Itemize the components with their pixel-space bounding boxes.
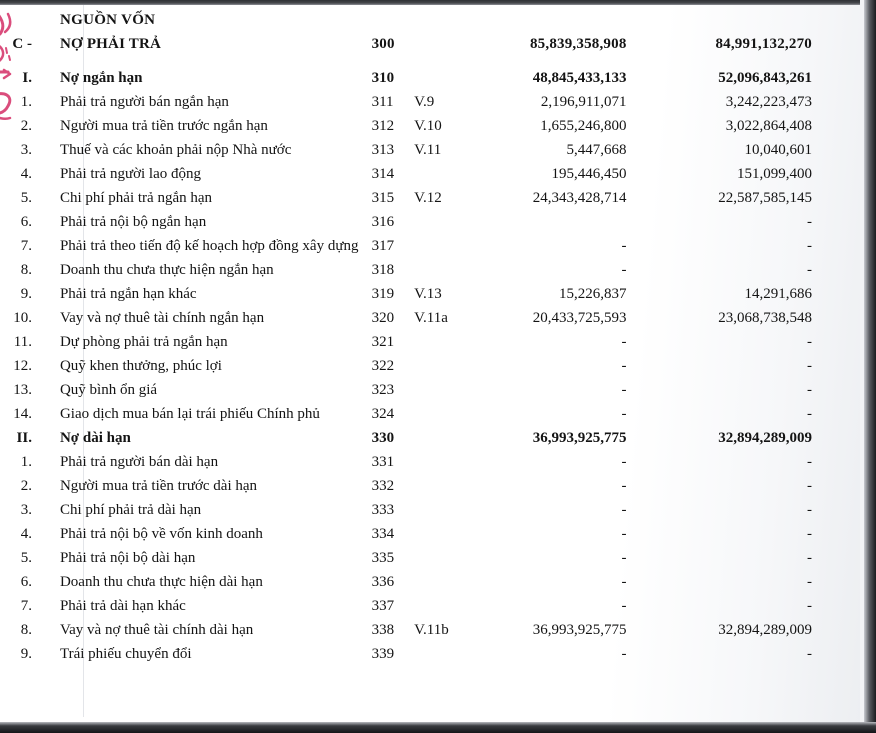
row-index xyxy=(0,8,42,32)
row-code: 322 xyxy=(371,358,395,374)
row-code xyxy=(372,8,415,32)
table-row xyxy=(0,474,864,498)
row-note-ref: V.11b xyxy=(414,622,449,638)
table-row xyxy=(0,210,864,234)
row-value-previous: - xyxy=(807,646,812,662)
row-value-current xyxy=(467,210,652,234)
table-body xyxy=(0,8,864,666)
row-note-ref xyxy=(414,522,467,546)
table-row xyxy=(0,378,864,402)
row-label: Phải trả người bán ngắn hạn xyxy=(59,94,229,110)
scan-edge-bottom xyxy=(0,722,876,733)
row-label: Thuế và các khoản phải nộp Nhà nước xyxy=(59,142,292,158)
table-row xyxy=(0,354,864,378)
row-code: 338 xyxy=(371,622,395,638)
row-code: 311 xyxy=(371,94,394,110)
row-label: Phải trả nội bộ dài hạn xyxy=(59,550,196,566)
row-value-current: - xyxy=(621,406,627,422)
row-index: 2. xyxy=(20,478,32,494)
row-value-current: - xyxy=(621,238,627,254)
row-index: 12. xyxy=(13,358,32,374)
row-value-current: 195,446,450 xyxy=(551,166,627,182)
row-value-current: - xyxy=(621,646,627,662)
row-index: 9. xyxy=(20,286,32,302)
row-value-previous: 32,894,289,009 xyxy=(718,622,812,638)
row-value-previous: 14,291,686 xyxy=(744,286,812,302)
row-label: NGUỒN VỐN xyxy=(59,12,156,28)
row-index: II. xyxy=(16,430,32,446)
row-code: 335 xyxy=(371,550,395,566)
row-note-ref xyxy=(414,258,467,282)
table-row xyxy=(0,594,864,618)
row-value-previous: - xyxy=(807,358,812,374)
row-index: 7. xyxy=(20,238,32,254)
table-row xyxy=(0,330,864,354)
row-note-ref xyxy=(414,56,467,90)
row-label: Chi phí phải trả dài hạn xyxy=(59,502,202,518)
row-value-previous: - xyxy=(807,526,812,542)
table-row xyxy=(0,642,864,666)
row-index: 9. xyxy=(20,646,32,662)
row-index: 7. xyxy=(20,598,32,614)
row-note-ref xyxy=(414,546,467,570)
scan-edge-top xyxy=(0,0,876,5)
row-value-current: - xyxy=(621,478,627,494)
row-label: Nợ dài hạn xyxy=(59,430,131,446)
row-index: 6. xyxy=(20,214,32,230)
row-note-ref xyxy=(414,570,467,594)
row-value-current: 85,839,358,908 xyxy=(529,36,627,52)
row-note-ref xyxy=(414,210,467,234)
row-value-previous: - xyxy=(807,214,812,230)
row-note-ref xyxy=(414,32,467,56)
row-note-ref: V.12 xyxy=(414,190,442,206)
row-value-current: 24,343,428,714 xyxy=(532,190,627,206)
row-value-current: - xyxy=(621,382,627,398)
row-note-ref xyxy=(414,234,467,258)
row-index: 8. xyxy=(20,262,32,278)
row-value-current: - xyxy=(621,262,627,278)
row-label: Chi phí phải trả ngắn hạn xyxy=(59,190,213,206)
row-value-current: 15,226,837 xyxy=(559,286,627,302)
row-note-ref: V.11 xyxy=(414,142,442,158)
row-label: NỢ PHẢI TRẢ xyxy=(59,36,162,52)
table-row xyxy=(0,426,864,450)
row-code: 333 xyxy=(371,502,395,518)
row-index: 14. xyxy=(13,406,32,422)
table-row xyxy=(0,138,864,162)
row-code: 323 xyxy=(371,382,395,398)
row-value-previous: - xyxy=(807,598,812,614)
table-row xyxy=(0,56,864,90)
row-label: Giao dịch mua bán lại trái phiếu Chính phủ xyxy=(59,406,320,422)
row-code: 337 xyxy=(371,598,395,614)
row-code: 336 xyxy=(371,574,395,590)
row-value-current: - xyxy=(621,454,627,470)
row-note-ref: V.9 xyxy=(414,94,435,110)
row-code: 321 xyxy=(371,334,395,350)
row-index: 3. xyxy=(20,502,32,518)
row-label: Phải trả người lao động xyxy=(59,166,202,182)
table-row xyxy=(0,450,864,474)
row-value-previous: 3,022,864,408 xyxy=(725,118,812,134)
row-code: 319 xyxy=(371,286,395,302)
row-value-previous: 84,991,132,270 xyxy=(715,36,812,52)
row-value-previous: - xyxy=(807,454,812,470)
table-row xyxy=(0,402,864,426)
row-value-previous: - xyxy=(807,238,812,254)
row-value-current: - xyxy=(621,502,627,518)
row-index: 3. xyxy=(20,142,32,158)
row-value-current xyxy=(467,8,652,32)
row-index: 6. xyxy=(20,574,32,590)
row-value-previous: - xyxy=(807,550,812,566)
table-row xyxy=(0,618,864,642)
row-code: 317 xyxy=(371,238,395,254)
table-row xyxy=(0,522,864,546)
row-value-previous: 22,587,585,145 xyxy=(718,190,812,206)
row-index: 10. xyxy=(13,310,32,326)
row-label: Vay và nợ thuê tài chính ngắn hạn xyxy=(59,310,265,326)
row-note-ref: V.10 xyxy=(414,118,442,134)
table-row xyxy=(0,8,864,32)
row-code: 324 xyxy=(371,406,395,422)
row-value-previous: 23,068,738,548 xyxy=(718,310,812,326)
row-value-current: 36,993,925,775 xyxy=(532,430,627,446)
row-index: C - xyxy=(12,36,32,52)
table-row xyxy=(0,570,864,594)
table-row xyxy=(0,258,864,282)
row-value-current: 48,845,433,133 xyxy=(532,70,627,86)
row-code: 320 xyxy=(371,310,395,326)
row-code: 330 xyxy=(371,430,395,446)
row-code: 332 xyxy=(371,478,395,494)
row-index: 11. xyxy=(13,334,32,350)
row-label: Trái phiếu chuyển đổi xyxy=(59,646,192,662)
row-code: 316 xyxy=(371,214,395,230)
row-index: 1. xyxy=(20,94,32,110)
row-label: Người mua trả tiền trước ngắn hạn xyxy=(59,118,268,134)
row-value-previous: 10,040,601 xyxy=(744,142,812,158)
row-label: Phải trả nội bộ về vốn kinh doanh xyxy=(59,526,263,542)
row-label: Quỹ bình ổn giá xyxy=(59,382,158,398)
row-index: 8. xyxy=(20,622,32,638)
table-row xyxy=(0,162,864,186)
row-code: 334 xyxy=(371,526,395,542)
row-value-current: 5,447,668 xyxy=(566,142,627,158)
row-code: 331 xyxy=(371,454,395,470)
row-note-ref xyxy=(414,8,467,32)
row-value-previous: 52,096,843,261 xyxy=(718,70,812,86)
row-value-previous: - xyxy=(807,406,812,422)
row-label: Nợ ngắn hạn xyxy=(59,70,143,86)
row-label: Dự phòng phải trả ngắn hạn xyxy=(59,334,228,350)
row-label: Doanh thu chưa thực hiện ngắn hạn xyxy=(59,262,274,278)
row-index: 4. xyxy=(20,526,32,542)
row-value-current: 2,196,911,071 xyxy=(540,94,627,110)
row-value-current: 20,433,725,593 xyxy=(532,310,627,326)
row-value-current: - xyxy=(621,526,627,542)
table-row xyxy=(0,282,864,306)
row-note-ref xyxy=(414,354,467,378)
row-value-previous: - xyxy=(807,478,812,494)
row-value-current: 36,993,925,775 xyxy=(532,622,627,638)
row-note-ref xyxy=(414,162,467,186)
row-code: 313 xyxy=(371,142,395,158)
row-note-ref xyxy=(414,450,467,474)
row-index: I. xyxy=(22,70,32,86)
row-code: 315 xyxy=(371,190,395,206)
table-row xyxy=(0,90,864,114)
row-value-current: - xyxy=(621,334,627,350)
row-value-previous: - xyxy=(807,382,812,398)
row-index: 2. xyxy=(20,118,32,134)
row-code: 318 xyxy=(371,262,395,278)
table-row xyxy=(0,114,864,138)
row-value-current: - xyxy=(621,550,627,566)
table-row xyxy=(0,546,864,570)
row-label: Phải trả ngắn hạn khác xyxy=(59,286,197,302)
row-index: 4. xyxy=(20,166,32,182)
table-row xyxy=(0,306,864,330)
row-value-current: - xyxy=(621,574,627,590)
row-value-previous: 151,099,400 xyxy=(737,166,812,182)
row-index: 5. xyxy=(20,550,32,566)
row-note-ref: V.11a xyxy=(414,310,448,326)
row-value-previous: 3,242,223,473 xyxy=(725,94,812,110)
row-value-previous: - xyxy=(807,502,812,518)
row-value-current: - xyxy=(621,598,627,614)
row-note-ref xyxy=(414,426,467,450)
scan-edge-right xyxy=(864,0,876,733)
row-label: Vay và nợ thuê tài chính dài hạn xyxy=(59,622,254,638)
table-row xyxy=(0,234,864,258)
row-note-ref xyxy=(414,402,467,426)
row-note-ref xyxy=(414,330,467,354)
row-code: 310 xyxy=(371,70,395,86)
row-value-previous: - xyxy=(807,262,812,278)
row-label: Phải trả nội bộ ngắn hạn xyxy=(59,214,207,230)
row-value-previous: - xyxy=(807,334,812,350)
row-note-ref xyxy=(414,642,467,666)
table-row xyxy=(0,32,864,56)
row-label: Phải trả theo tiến độ kế hoạch hợp đồng xây dựng xyxy=(59,238,359,254)
row-index: 5. xyxy=(20,190,32,206)
row-label: Quỹ khen thưởng, phúc lợi xyxy=(59,358,222,374)
row-note-ref xyxy=(414,474,467,498)
row-label: Phải trả dài hạn khác xyxy=(59,598,186,614)
row-value-current: 1,655,246,800 xyxy=(540,118,627,134)
row-code: 314 xyxy=(371,166,395,182)
table-row xyxy=(0,498,864,522)
row-value-previous xyxy=(653,8,864,32)
row-note-ref xyxy=(414,594,467,618)
row-index: 1. xyxy=(20,454,32,470)
row-value-previous: 32,894,289,009 xyxy=(718,430,812,446)
balance-sheet-table xyxy=(0,8,864,666)
row-note-ref: V.13 xyxy=(414,286,442,302)
row-value-previous: - xyxy=(807,574,812,590)
row-index: 13. xyxy=(13,382,32,398)
row-value-current: - xyxy=(621,358,627,374)
row-label: Người mua trả tiền trước dài hạn xyxy=(59,478,258,494)
row-code: 312 xyxy=(371,118,395,134)
row-code: 300 xyxy=(371,36,395,52)
row-label: Doanh thu chưa thực hiện dài hạn xyxy=(59,574,263,590)
row-label: Phải trả người bán dài hạn xyxy=(59,454,219,470)
row-code: 339 xyxy=(371,646,395,662)
row-note-ref xyxy=(414,378,467,402)
row-note-ref xyxy=(414,498,467,522)
table-row xyxy=(0,186,864,210)
